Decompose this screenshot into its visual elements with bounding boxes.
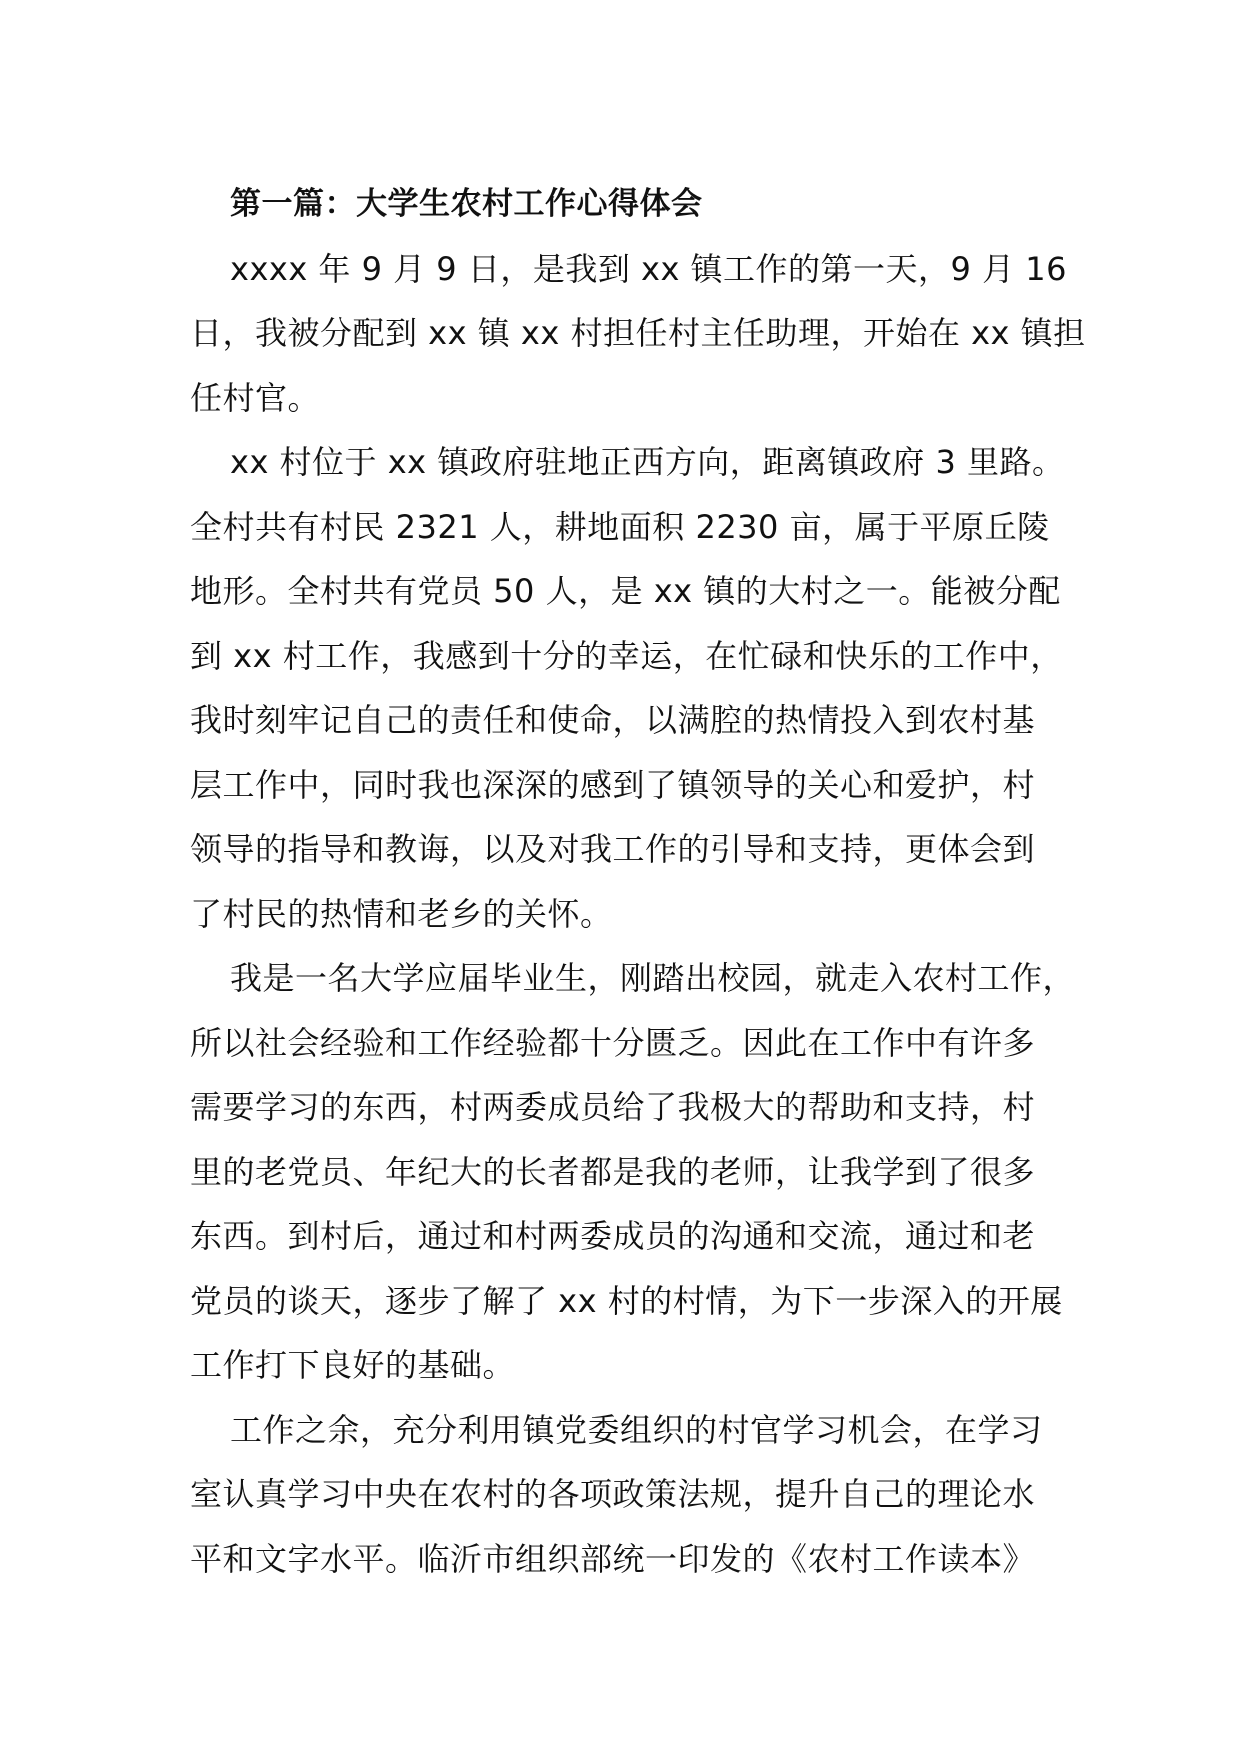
document-title: 第一篇：大学生农村工作心得体会 [230, 186, 703, 222]
text-line: xx 村位于 xx 镇政府驻地正西方向，距离镇政府 3 里路。 [230, 443, 1065, 481]
text-line: 层工作中，同时我也深深的感到了镇领导的关心和爱护，村 [190, 765, 1036, 804]
text-line: 需要学习的东西，村两委成员给了我极大的帮助和支持，村 [190, 1088, 1036, 1126]
text-line: 我是一名大学应届毕业生，刚踏出校园，就走入农村工作， [230, 959, 1076, 997]
text-line: 日，我被分配到 xx 镇 xx 村担任村主任助理，开始在 xx 镇担 [190, 314, 1086, 352]
document-body [190, 172, 1086, 1591]
text-line: xxxx 年 9 月 9 日，是我到 xx 镇工作的第一天，9 月 16 [230, 249, 1067, 288]
text-line: 平和文字水平。临沂市组织部统一印发的《农村工作读本》 [190, 1539, 1036, 1578]
text-line: 工作打下良好的基础。 [190, 1346, 516, 1384]
text-line: 东西。到村后，通过和村两委成员的沟通和交流，通过和老 [190, 1217, 1036, 1255]
text-line: 全村共有村民 2321 人，耕地面积 2230 亩，属于平原丘陵 [190, 507, 1050, 546]
text-line: 里的老党员、年纪大的长者都是我的老师，让我学到了很多 [190, 1152, 1036, 1191]
text-line: 党员的谈天，逐步了解了 xx 村的村情，为下一步深入的开展 [190, 1281, 1063, 1320]
text-line: 了村民的热情和老乡的关怀。 [190, 894, 613, 933]
text-line: 所以社会经验和工作经验都十分匮乏。因此在工作中有许多 [190, 1023, 1036, 1062]
body-text [190, 237, 1086, 1592]
text-line: 领导的指导和教诲，以及对我工作的引导和支持，更体会到 [190, 830, 1036, 868]
text-line: 工作之余，充分利用镇党委组织的村官学习机会，在学习 [230, 1410, 1043, 1449]
text-line: 任村官。 [190, 378, 321, 417]
text-line: 地形。全村共有党员 50 人，是 xx 镇的大村之一。能被分配 [190, 572, 1061, 610]
text-line: 我时刻牢记自己的责任和使命，以满腔的热情投入到农村基 [190, 701, 1036, 739]
text-line: 到 xx 村工作，我感到十分的幸运，在忙碌和快乐的工作中， [190, 636, 1063, 675]
text-line: 室认真学习中央在农村的各项政策法规，提升自己的理论水 [190, 1475, 1036, 1513]
